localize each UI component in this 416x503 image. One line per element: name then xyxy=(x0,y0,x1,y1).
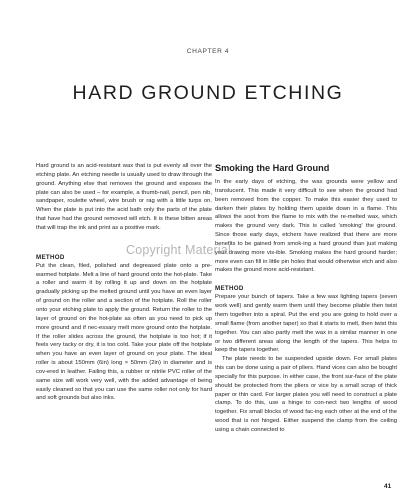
chapter-title: HARD GROUND ETCHING xyxy=(72,82,344,104)
method-paragraph-1: Prepare your bunch of tapers. Take a few wax lighting tapers (seven work well) and gently warm them until they become pliable then twist them together into a spiral. Put the end you are going to hold over a small flame (from another taper) so that it starts to melt, then twist this together. You can also partly melt the wax in a similar manner in one or two different areas along the length of the tapers. This helps to keep the tapers together. xyxy=(215,294,397,354)
method-paragraph-2: The plate needs to be suspended upside down. For small plates this can be done using a pair of pliers. Hand vices can also be bought specially for this purpose. In either case, the front sur-face of the plate should be protected from the pliers or vice by a small scrap of thick paper or thin card. For larger plates you will need to construct a plate clamp. To do this, use a hinge to con-nect two lengths of wood together. Fix small blocks of wood fac-ing each other at the end of the wood that is not hinged. Either suspend the clamp from the ceiling using a chain connected to xyxy=(215,356,397,433)
method-paragraph-left: Put the clean, filed, polished and degreased plate onto a pre-warmed hotplate. Melt a line of hard ground onto the hot-plate. Take a roller and warm it by rolling it up and down on the hotplate gradually picking up the melted ground until you have an even layer of ground on the roller and a section of the hotplate. Roll the roller onto your etching plate to apply the ground. Return the roller to the layer of ground on the hot-plate as often as you need to pick up more ground and if nec-essary melt more ground onto the hotplate. If the roller slides across the ground, the hotplate is too hot; if it feels very tacky or dry, it is too cold. Take your plate off the hotplate when you have an even layer of ground on your plate. The ideal roller is about 150mm (6in) long × 50mm (2in) in diameter and is cov-ered in leather. Failing this, a rubber or nitrile PVC roller of the same size will work very well, with the added advantage of being easily cleaned so that you can use the same roller not only for hard and soft grounds but also inks. xyxy=(36,262,212,402)
section-paragraph: In the early days of etching, the wax grounds were yellow and translucent. This made it very difficult to see when the ground had been removed from the copper. To make this easier they used to darken their plates by holding them upside down in a flame. This allows the soot from the flame to mix with the re-melted wax, which makes the ground very dark. This is called 'smoking' the ground. Since those early days, etchers have realized that there are more benefits to be gained from smok-ing a hard ground than just making your drawing more vis-ible. Smoking makes the hard ground harder; more even can fill in little pin holes that would otherwise etch and also makes the ground more acid-resistant. xyxy=(215,179,397,274)
method-heading-right: METHOD xyxy=(215,285,244,293)
copyright-watermark: Copyright Material xyxy=(126,243,232,257)
page-number: 41 xyxy=(384,483,392,490)
intro-paragraph: Hard ground is an acid-resistant wax that is put evenly all over the etching plate. An etching needle is usually used to draw through the ground. Anything else that removes the ground and exposes the plate can also be used – for example, a thumb-nail, pencil, pen nib, sandpaper, roulette wheel, wire brush or rag with a little turps on. When the plate is put into the acid bath only the parts of the plate that have had the ground removed will etch. It is these bitten areas that will trap the ink and print as a positive mark. xyxy=(36,163,212,231)
method-heading-left: METHOD xyxy=(36,253,65,261)
right-column xyxy=(215,162,397,435)
section-heading: Smoking the Hard Ground xyxy=(215,163,330,173)
left-column xyxy=(36,162,212,403)
chapter-label: CHAPTER 4 xyxy=(186,48,230,55)
